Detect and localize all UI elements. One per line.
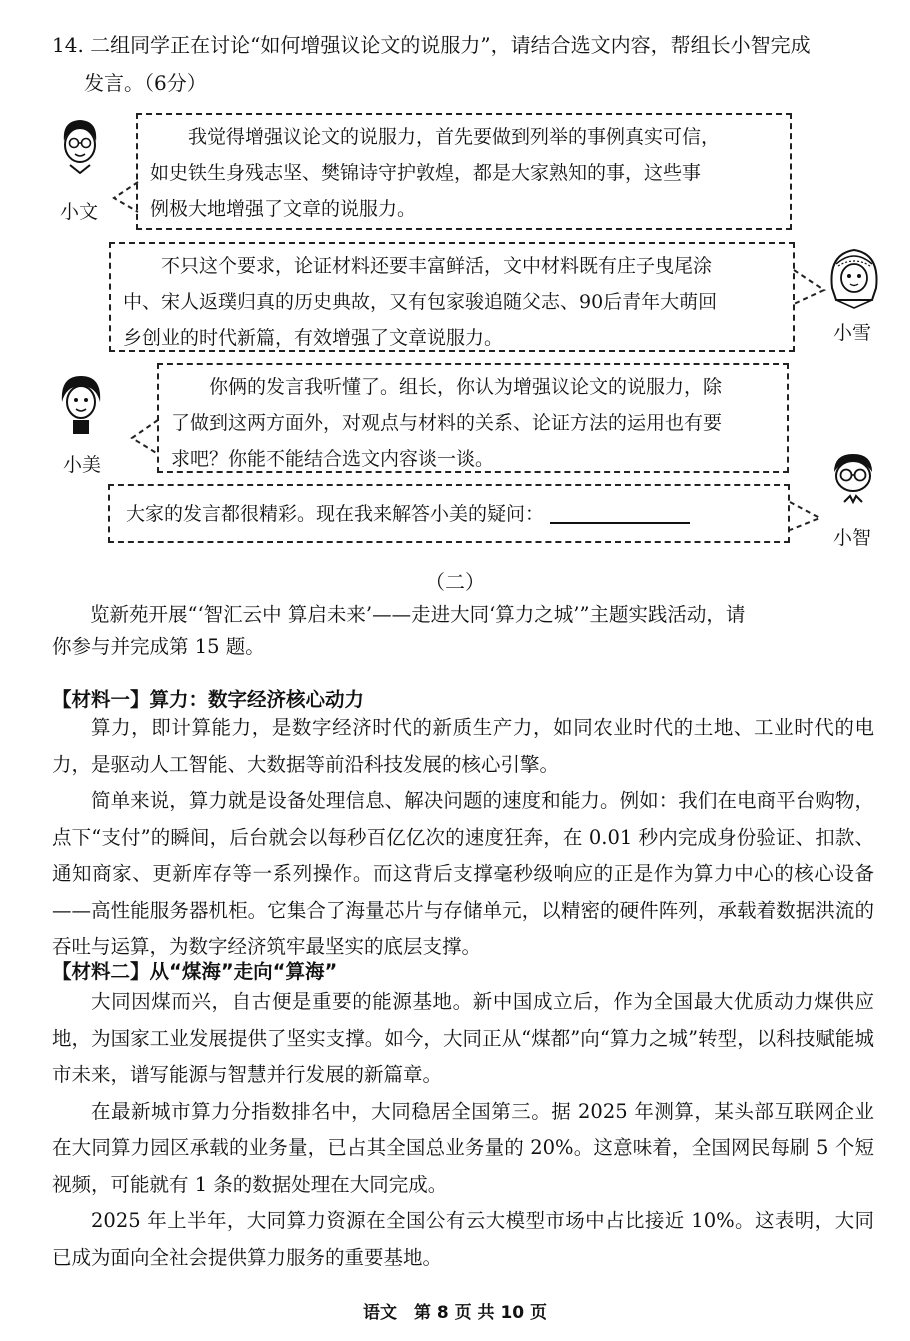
xiaozhi-avatar-icon <box>826 450 880 514</box>
xiaoxue-name: 小雪 <box>833 322 872 344</box>
xiaomei-bubble-tail <box>130 418 160 458</box>
xiaoxue-bubble-tail <box>792 268 828 308</box>
xiaowen-speech-bubble <box>136 113 792 230</box>
material2-paragraph-3: 2025 年上半年，大同算力资源在全国公有云大模型市场中占比接近 10%。这表明，大同已成为面向全社会提供算力服务的重要基地。 <box>52 1209 874 1269</box>
material2-paragraph-1: 大同因煤而兴，自古便是重要的能源基地。新中国成立后，作为全国最大优质动力煤供应地，为国家工业发展提供了坚实支撑。如今，大同正从“煤都”向“算力之城”转型，以科技赋能城市未来，谱写能源与智慧并行发展的新篇章。 <box>52 990 874 1086</box>
xiaomei-line-1: 你俩的发言我听懂了。组长，你认为增强议论文的说服力，除 <box>209 376 723 398</box>
xiaowen-avatar-icon <box>56 115 104 181</box>
xiaozhi-name: 小智 <box>833 527 872 549</box>
section-intro-line-1: 览新苑开展“‘智汇云中 算启未来’——走进大同‘算力之城’”主题实践活动，请 <box>90 603 746 626</box>
xiaozhi-line-1: 大家的发言都很精彩。现在我来解答小美的疑问： <box>126 503 545 525</box>
material2-paragraph-2: 在最新城市算力分指数排名中，大同稳居全国第三。据 2025 年测算，某头部互联网企业在大同算力园区承载的业务量，已占其全国总业务量的 20%。这意味着，全国网民每刷 5 个短视频，可能就有 1 条的数据处理在大同完成。 <box>52 1099 874 1196</box>
xiaowen-line-2: 如史铁生身残志坚、樊锦诗守护敦煌，都是大家熟知的事，这些事 <box>150 162 702 184</box>
section-title: （二） <box>425 570 485 594</box>
xiaomei-speech-bubble <box>157 363 789 473</box>
xiaomei-line-3: 求吧？你能不能结合选文内容谈一谈。 <box>171 448 495 470</box>
material2-title: 【材料二】从“煤海”走向“算海” <box>52 960 338 983</box>
xiaoxue-avatar-icon <box>826 244 882 310</box>
xiaoxue-line-2: 中、宋人返璞归真的历史典故，又有包家骏追随父志、90后青年大萌回 <box>123 291 718 313</box>
material1-title: 【材料一】算力：数字经济核心动力 <box>52 688 365 711</box>
xiaoxue-line-3: 乡创业的时代新篇，有效增强了文章说服力。 <box>123 327 504 349</box>
question-line-1: 14. 二组同学正在讨论“如何增强议论文的说服力”，请结合选文内容，帮组长小智完成 <box>52 33 811 57</box>
xiaowen-line-1: 我觉得增强议论文的说服力，首先要做到列举的事例真实可信， <box>188 126 721 148</box>
xiaowen-bubble-tail <box>112 180 140 214</box>
xiaomei-avatar-icon <box>58 372 104 438</box>
xiaomei-line-2: 了做到这两方面外，对观点与材料的关系、论证方法的运用也有要 <box>171 412 723 434</box>
xiaoxue-speech-bubble <box>109 242 795 352</box>
page-footer: 语文 第 8 页 共 10 页 <box>362 1303 548 1323</box>
material1-body <box>52 710 874 966</box>
xiaozhi-bubble-tail <box>788 500 824 534</box>
answer-blank-line <box>550 500 690 524</box>
xiaowen-line-3: 例极大地增强了文章的说服力。 <box>150 198 417 220</box>
section-intro-line-2: 你参与并完成第 15 题。 <box>52 635 265 658</box>
material2-body <box>52 984 874 1276</box>
material1-paragraph-2: 简单来说，算力就是设备处理信息、解决问题的速度和能力。例如：我们在电商平台购物，点下“支付”的瞬间，后台就会以每秒百亿亿次的速度狂奔，在 0.01 秒内完成身份验证、扣款、通知商家、更新库存等一系列操作。而这背后支撑毫秒级响应的正是作为算力中心的核心设备——高性能服务器机柜。它集合了海量芯片与存储单元，以精密的硬件阵列，承载着数据洪流的吞吐与运算，为数字经济筑牢最坚实的底层支撑。 <box>52 789 874 958</box>
xiaowen-name: 小文 <box>60 201 99 223</box>
question-line-2: 发言。（6分） <box>84 71 207 95</box>
xiaomei-name: 小美 <box>63 454 102 476</box>
xiaozhi-speech-bubble <box>108 484 790 543</box>
material1-paragraph-1: 算力，即计算能力，是数字经济时代的新质生产力，如同农业时代的土地、工业时代的电力，是驱动人工智能、大数据等前沿科技发展的核心引擎。 <box>52 716 874 776</box>
xiaoxue-line-1: 不只这个要求，论证材料还要丰富鲜活，文中材料既有庄子曳尾涂 <box>161 255 713 277</box>
